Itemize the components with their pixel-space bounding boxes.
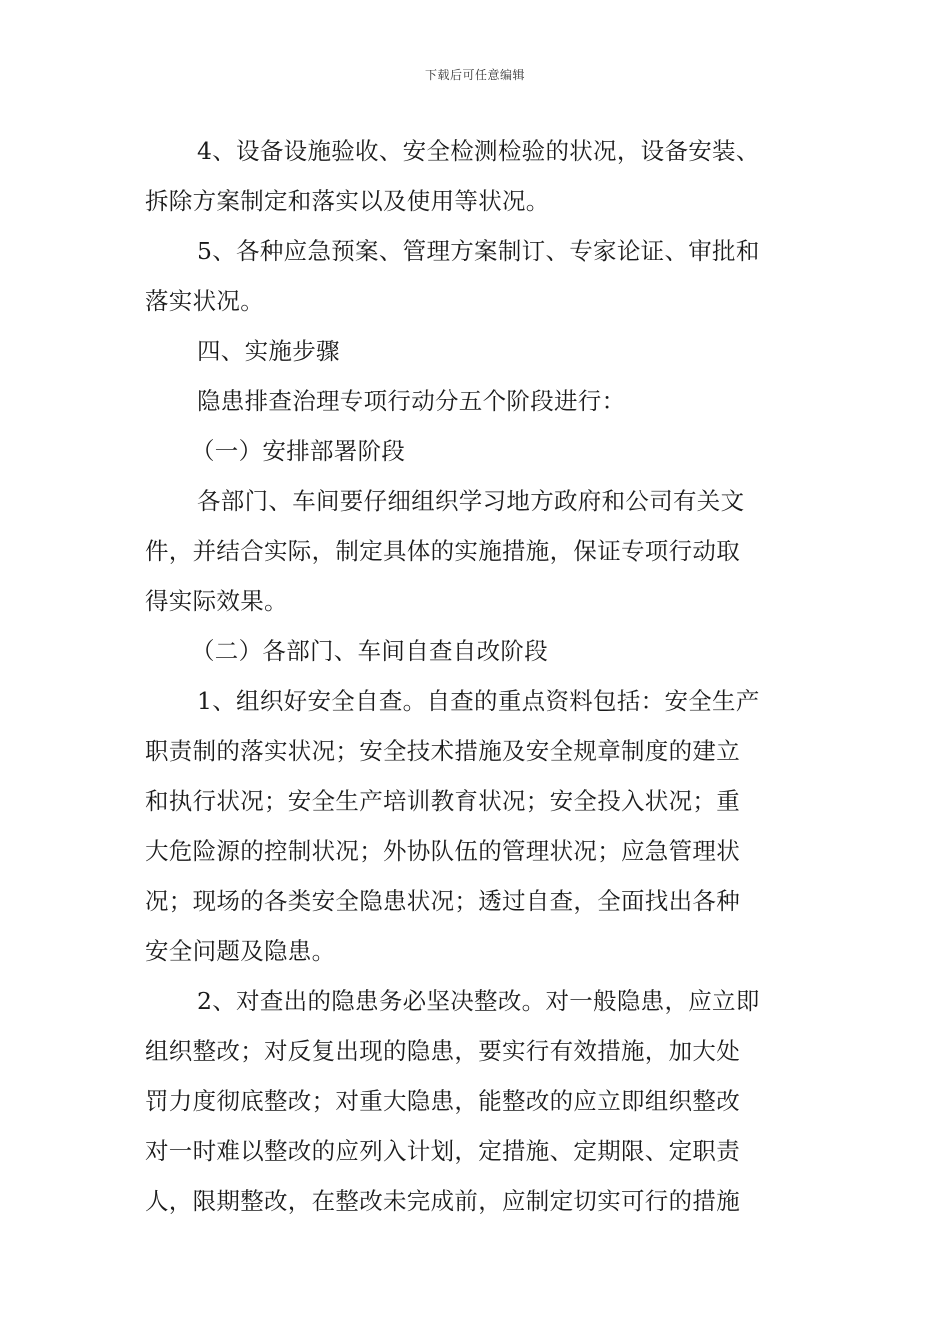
paragraph-line: 1、组织好安全自查。自查的重点资料包括：安全生产	[197, 687, 760, 715]
subsection-heading: （二）各部门、车间自查自改阶段	[191, 637, 548, 665]
paragraph-line: 大危险源的控制状况；外协队伍的管理状况；应急管理状	[145, 837, 740, 865]
paragraph-line: 罚力度彻底整改；对重大隐患，能整改的应立即组织整改	[145, 1087, 740, 1115]
paragraph-line: 组织整改；对反复出现的隐患，要实行有效措施，加大处	[145, 1037, 740, 1065]
subsection-heading: （一）安排部署阶段	[191, 437, 406, 465]
paragraph-line: 拆除方案制定和落实以及使用等状况。	[145, 187, 550, 215]
page-header: 下载后可任意编辑	[424, 68, 525, 82]
paragraph-line: 人，限期整改，在整改未完成前，应制定切实可行的措施	[145, 1187, 740, 1215]
paragraph-line: 5、各种应急预案、管理方案制订、专家论证、审批和	[197, 237, 760, 265]
paragraph-line: 得实际效果。	[145, 587, 288, 615]
document-body	[145, 126, 807, 1226]
paragraph-line: 对一时难以整改的应列入计划，定措施、定期限、定职责	[145, 1137, 740, 1165]
paragraph-line: 职责制的落实状况；安全技术措施及安全规章制度的建立	[145, 737, 740, 765]
paragraph-line: 况；现场的各类安全隐患状况；透过自查，全面找出各种	[145, 887, 740, 915]
paragraph-line: 隐患排查治理专项行动分五个阶段进行：	[197, 387, 626, 415]
section-heading: 四、实施步骤	[197, 337, 340, 365]
paragraph-line: 安全问题及隐患。	[145, 937, 336, 965]
paragraph-line: 落实状况。	[145, 287, 264, 315]
paragraph-line: 和执行状况；安全生产培训教育状况；安全投入状况；重	[145, 787, 740, 815]
paragraph-line: 2、对查出的隐患务必坚决整改。对一般隐患，应立即	[197, 987, 760, 1015]
paragraph-line: 各部门、车间要仔细组织学习地方政府和公司有关文	[197, 487, 745, 515]
paragraph-line: 4、设备设施验收、安全检测检验的状况，设备安装、	[197, 137, 760, 165]
paragraph-line: 件，并结合实际，制定具体的实施措施，保证专项行动取	[145, 537, 740, 565]
